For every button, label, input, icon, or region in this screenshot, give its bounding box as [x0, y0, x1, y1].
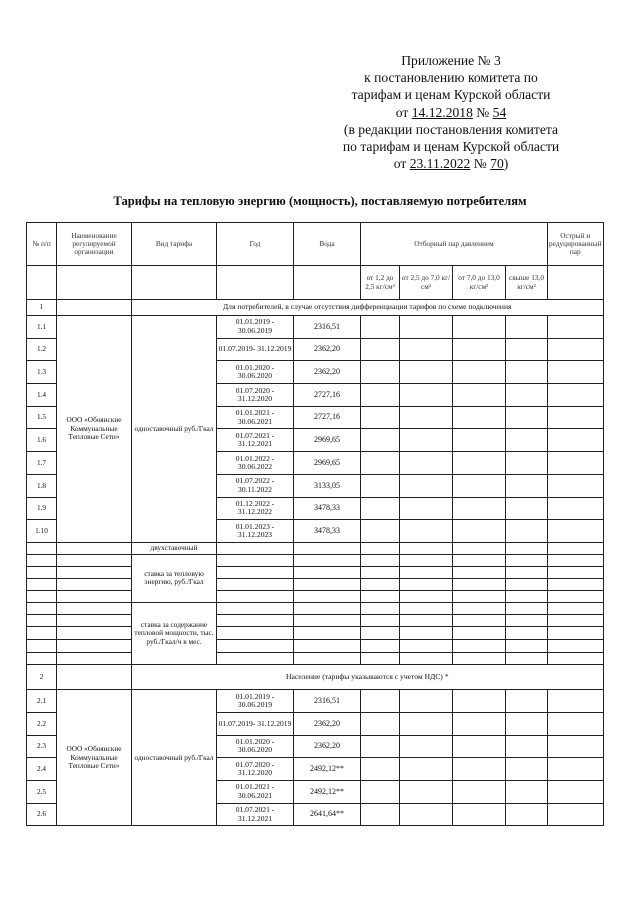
empty-cell — [506, 614, 548, 627]
period-cell: 01.01.2020 - 30.06.2020 — [217, 361, 294, 384]
period-cell: 01.07.2020 - 31.12.2020 — [217, 758, 294, 781]
empty-cell — [506, 652, 548, 665]
empty-cell — [400, 578, 453, 590]
empty-cell — [506, 452, 548, 475]
period-cell: 01.07.2022 - 30.11.2022 — [217, 474, 294, 497]
period-cell: 01.01.2023 - 31.12.2023 — [217, 520, 294, 543]
header-cell: Вода — [294, 223, 361, 266]
empty-cell — [361, 520, 400, 543]
empty-cell — [361, 578, 400, 590]
row-number: 1.5 — [27, 406, 57, 429]
empty-cell — [548, 578, 604, 590]
empty-cell — [400, 497, 453, 520]
empty-cell — [400, 406, 453, 429]
empty-cell — [548, 627, 604, 640]
empty-cell — [453, 429, 506, 452]
empty-cell — [506, 640, 548, 653]
water-value: 2316,51 — [294, 690, 361, 713]
tariff-table — [26, 222, 604, 826]
empty-cell — [400, 590, 453, 602]
amendment-date: 23.11.2022 — [409, 156, 471, 172]
empty-cell — [400, 614, 453, 627]
table-row — [27, 566, 604, 578]
empty-cell — [506, 690, 548, 713]
empty-cell — [294, 542, 361, 554]
header-row — [27, 223, 604, 266]
empty-cell — [400, 712, 453, 735]
table-row — [27, 640, 604, 653]
period-cell: 01.07.2019- 31.12.2019 — [217, 712, 294, 735]
empty-cell — [548, 590, 604, 602]
header-cell: Острый и редуцированный пар — [548, 223, 604, 266]
header-line: к постановлению комитета по — [364, 70, 538, 86]
empty-cell — [506, 361, 548, 384]
empty-cell — [506, 758, 548, 781]
empty-cell — [548, 474, 604, 497]
row-number: 2.1 — [27, 690, 57, 713]
empty-cell — [400, 316, 453, 339]
header-cell: Наименование регулируемой организации — [57, 223, 132, 266]
empty-cell — [453, 566, 506, 578]
empty-cell — [361, 554, 400, 566]
empty-cell — [453, 406, 506, 429]
empty-cell — [548, 758, 604, 781]
row-number: 1.4 — [27, 384, 57, 407]
empty-cell — [400, 602, 453, 614]
period-cell: 01.01.2019 - 30.06.2019 — [217, 316, 294, 339]
empty-cell — [217, 627, 294, 640]
period-cell: 01.07.2020 - 31.12.2020 — [217, 384, 294, 407]
water-value: 3478,33 — [294, 520, 361, 543]
empty-cell — [548, 690, 604, 713]
empty-cell — [548, 640, 604, 653]
row-number: 1.10 — [27, 520, 57, 543]
empty-cell — [361, 627, 400, 640]
document-title: Тарифы на тепловую энергию (мощность), поставляемую потребителям — [113, 194, 527, 208]
table-row — [27, 627, 604, 640]
empty-cell — [361, 590, 400, 602]
empty-cell — [453, 452, 506, 475]
row-number: 2.5 — [27, 781, 57, 804]
section-label: Для потребителей, в случае отсутствия дифференциации тарифов по схеме подключения — [132, 300, 604, 316]
empty-cell — [57, 566, 132, 578]
empty-cell — [453, 652, 506, 665]
empty-cell — [217, 590, 294, 602]
empty-cell — [294, 614, 361, 627]
empty-cell — [453, 690, 506, 713]
header-cell — [132, 266, 217, 300]
empty-cell — [506, 316, 548, 339]
empty-cell — [27, 614, 57, 627]
empty-cell — [27, 590, 57, 602]
empty-cell — [453, 640, 506, 653]
resolution-number: 54 — [492, 104, 507, 120]
empty-cell — [361, 781, 400, 804]
empty-cell — [506, 627, 548, 640]
empty-cell — [217, 602, 294, 614]
period-cell: 01.07.2019- 31.12.2019 — [217, 338, 294, 361]
row-number: 2.4 — [27, 758, 57, 781]
empty-cell — [57, 627, 132, 640]
section-label: Население (тарифы указываются с учетом НДС) * — [132, 665, 604, 690]
empty-cell — [453, 803, 506, 826]
row-number: 1.7 — [27, 452, 57, 475]
empty-cell — [453, 497, 506, 520]
empty-cell — [453, 614, 506, 627]
empty-cell — [294, 554, 361, 566]
period-cell: 01.01.2019 - 30.06.2019 — [217, 690, 294, 713]
row-number: 1.8 — [27, 474, 57, 497]
empty-cell — [506, 578, 548, 590]
empty-cell — [27, 578, 57, 590]
table-row — [27, 652, 604, 665]
table-row — [27, 614, 604, 627]
table-row — [27, 542, 604, 554]
empty-cell — [453, 781, 506, 804]
empty-cell — [57, 590, 132, 602]
period-cell: 01.01.2021 - 30.06.2021 — [217, 781, 294, 804]
empty-cell — [361, 497, 400, 520]
rate-label-capacity: ставка за содержание тепловой мощности, тыс. руб./Гкал/ч в мес. — [132, 602, 217, 664]
tariff-row — [27, 690, 604, 713]
water-value: 2969,65 — [294, 452, 361, 475]
empty-cell — [548, 406, 604, 429]
empty-cell — [506, 542, 548, 554]
header-cell: от 1,2 до 2,5 кг/см² — [361, 266, 400, 300]
section-row — [27, 300, 604, 316]
empty-cell — [400, 627, 453, 640]
empty-cell — [361, 338, 400, 361]
empty-cell — [506, 384, 548, 407]
empty-cell — [400, 652, 453, 665]
empty-cell — [361, 566, 400, 578]
empty-cell — [506, 781, 548, 804]
water-value: 2969,65 — [294, 429, 361, 452]
row-number: 1.6 — [27, 429, 57, 452]
empty-cell — [400, 735, 453, 758]
empty-cell — [217, 640, 294, 653]
empty-cell — [453, 384, 506, 407]
water-value: 3133,05 — [294, 474, 361, 497]
header-line: по тарифам и ценам Курской области — [342, 139, 560, 155]
tariff-type: одноставочный руб./Гкал — [132, 690, 217, 826]
empty-cell — [548, 712, 604, 735]
empty-cell — [294, 566, 361, 578]
header-cell — [294, 266, 361, 300]
empty-cell — [548, 497, 604, 520]
empty-cell — [548, 452, 604, 475]
header-cell: свыше 13,0 кг/см² — [506, 266, 548, 300]
empty-cell — [217, 542, 294, 554]
row-number: 2.3 — [27, 735, 57, 758]
empty-cell — [217, 652, 294, 665]
empty-cell — [361, 803, 400, 826]
empty-cell — [548, 338, 604, 361]
empty-cell — [548, 652, 604, 665]
empty-cell — [453, 627, 506, 640]
empty-cell — [361, 735, 400, 758]
empty-cell — [506, 554, 548, 566]
empty-cell — [400, 781, 453, 804]
header-cell: № п/п — [27, 223, 57, 266]
empty-cell — [294, 602, 361, 614]
header-cell: Отборный пар давлением — [361, 223, 548, 266]
row-number: 2.2 — [27, 712, 57, 735]
empty-cell — [57, 665, 132, 690]
empty-cell — [400, 361, 453, 384]
empty-cell — [361, 384, 400, 407]
empty-cell — [361, 690, 400, 713]
empty-cell — [294, 578, 361, 590]
empty-cell — [361, 640, 400, 653]
header-cell: Вид тарифа — [132, 223, 217, 266]
empty-cell — [217, 578, 294, 590]
row-number: 2 — [27, 665, 57, 690]
empty-cell — [217, 566, 294, 578]
header-row — [27, 266, 604, 300]
empty-cell — [57, 614, 132, 627]
empty-cell — [453, 590, 506, 602]
empty-cell — [361, 406, 400, 429]
empty-cell — [27, 652, 57, 665]
period-cell: 01.01.2020 - 30.06.2020 — [217, 735, 294, 758]
period-cell: 01.07.2021 - 31.12.2021 — [217, 803, 294, 826]
appendix-number: Приложение № 3 — [401, 53, 501, 68]
empty-cell — [506, 803, 548, 826]
row-number: 1 — [27, 300, 57, 316]
empty-cell — [57, 542, 132, 554]
empty-cell — [453, 712, 506, 735]
empty-cell — [57, 554, 132, 566]
empty-cell — [506, 602, 548, 614]
empty-cell — [548, 566, 604, 578]
empty-cell — [548, 316, 604, 339]
empty-cell — [294, 640, 361, 653]
empty-cell — [453, 361, 506, 384]
empty-cell — [400, 474, 453, 497]
amendment-date-line: от 23.11.2022 № 70) — [393, 156, 509, 172]
empty-cell — [294, 627, 361, 640]
empty-cell — [453, 542, 506, 554]
table-row — [27, 602, 604, 614]
water-value: 2316,51 — [294, 316, 361, 339]
empty-cell — [361, 712, 400, 735]
empty-cell — [400, 452, 453, 475]
header-cell — [548, 266, 604, 300]
period-cell: 01.01.2021 - 30.06.2021 — [217, 406, 294, 429]
empty-cell — [400, 542, 453, 554]
water-value: 2727,16 — [294, 406, 361, 429]
water-value: 2362,20 — [294, 712, 361, 735]
header-line: (в редакции постановления комитета — [343, 121, 559, 137]
row-number: 1.3 — [27, 361, 57, 384]
empty-cell — [548, 554, 604, 566]
empty-cell — [361, 316, 400, 339]
organization-name: ООО «Обоянские Коммунальные Тепловые Сети» — [57, 316, 132, 543]
empty-cell — [453, 316, 506, 339]
empty-cell — [453, 338, 506, 361]
water-value: 2492,12** — [294, 758, 361, 781]
header-cell: от 7,0 до 13,0 кг/см² — [453, 266, 506, 300]
empty-cell — [27, 542, 57, 554]
empty-cell — [57, 652, 132, 665]
table-row — [27, 590, 604, 602]
empty-cell — [548, 803, 604, 826]
rate-label-energy: ставка за тепловую энергию, руб./Гкал — [132, 554, 217, 602]
table-row — [27, 578, 604, 590]
empty-cell — [294, 652, 361, 665]
organization-name: ООО «Обоянские Коммунальные Тепловые Сети» — [57, 690, 132, 826]
empty-cell — [400, 384, 453, 407]
empty-cell — [400, 520, 453, 543]
header-cell — [217, 266, 294, 300]
empty-cell — [548, 429, 604, 452]
empty-cell — [27, 554, 57, 566]
empty-cell — [57, 602, 132, 614]
tariff-type: одноставочный руб./Гкал — [132, 316, 217, 543]
empty-cell — [506, 497, 548, 520]
empty-cell — [361, 474, 400, 497]
empty-cell — [548, 602, 604, 614]
empty-cell — [506, 474, 548, 497]
empty-cell — [400, 690, 453, 713]
empty-cell — [294, 590, 361, 602]
empty-cell — [453, 578, 506, 590]
empty-cell — [548, 614, 604, 627]
water-value: 2641,64** — [294, 803, 361, 826]
empty-cell — [453, 735, 506, 758]
row-number: 1.9 — [27, 497, 57, 520]
period-cell: 01.12.2022 - 31.12.2022 — [217, 497, 294, 520]
header-line: тарифам и ценам Курской области — [351, 87, 551, 103]
empty-cell — [361, 429, 400, 452]
empty-cell — [506, 590, 548, 602]
empty-cell — [506, 735, 548, 758]
empty-cell — [27, 566, 57, 578]
row-number: 2.6 — [27, 803, 57, 826]
resolution-date-line: от 14.12.2018 № 54 — [395, 104, 507, 120]
empty-cell — [361, 542, 400, 554]
empty-cell — [548, 735, 604, 758]
empty-cell — [506, 712, 548, 735]
tariff-type: двухставочный — [132, 542, 217, 554]
water-value: 3478,33 — [294, 497, 361, 520]
empty-cell — [361, 614, 400, 627]
empty-cell — [400, 803, 453, 826]
empty-cell — [400, 758, 453, 781]
empty-cell — [548, 361, 604, 384]
document-header — [320, 52, 582, 172]
empty-cell — [453, 474, 506, 497]
water-value: 2492,12** — [294, 781, 361, 804]
empty-cell — [27, 602, 57, 614]
empty-cell — [548, 542, 604, 554]
empty-cell — [361, 361, 400, 384]
row-number: 1.1 — [27, 316, 57, 339]
empty-cell — [506, 338, 548, 361]
empty-cell — [57, 300, 132, 316]
empty-cell — [361, 602, 400, 614]
water-value: 2362,20 — [294, 338, 361, 361]
empty-cell — [548, 781, 604, 804]
table-row — [27, 554, 604, 566]
header-cell — [57, 266, 132, 300]
empty-cell — [217, 554, 294, 566]
empty-cell — [361, 758, 400, 781]
amendment-number: 70 — [490, 156, 504, 172]
water-value: 2362,20 — [294, 361, 361, 384]
empty-cell — [57, 578, 132, 590]
water-value: 2362,20 — [294, 735, 361, 758]
empty-cell — [453, 758, 506, 781]
empty-cell — [453, 602, 506, 614]
section-row — [27, 665, 604, 690]
empty-cell — [506, 406, 548, 429]
empty-cell — [400, 566, 453, 578]
empty-cell — [27, 627, 57, 640]
empty-cell — [506, 429, 548, 452]
empty-cell — [506, 520, 548, 543]
row-number: 1.2 — [27, 338, 57, 361]
empty-cell — [400, 338, 453, 361]
empty-cell — [361, 652, 400, 665]
empty-cell — [361, 452, 400, 475]
header-cell: от 2,5 до 7,0 кг/см² — [400, 266, 453, 300]
period-cell: 01.07.2021 - 31.12.2021 — [217, 429, 294, 452]
empty-cell — [57, 640, 132, 653]
empty-cell — [548, 384, 604, 407]
period-cell: 01.01.2022 - 30.06.2022 — [217, 452, 294, 475]
tariff-row — [27, 316, 604, 339]
empty-cell — [548, 520, 604, 543]
empty-cell — [400, 554, 453, 566]
empty-cell — [400, 640, 453, 653]
empty-cell — [217, 614, 294, 627]
empty-cell — [27, 640, 57, 653]
header-cell: Год — [217, 223, 294, 266]
empty-cell — [453, 554, 506, 566]
header-cell — [27, 266, 57, 300]
empty-cell — [400, 429, 453, 452]
resolution-date: 14.12.2018 — [411, 104, 473, 120]
water-value: 2727,16 — [294, 384, 361, 407]
empty-cell — [506, 566, 548, 578]
empty-cell — [453, 520, 506, 543]
